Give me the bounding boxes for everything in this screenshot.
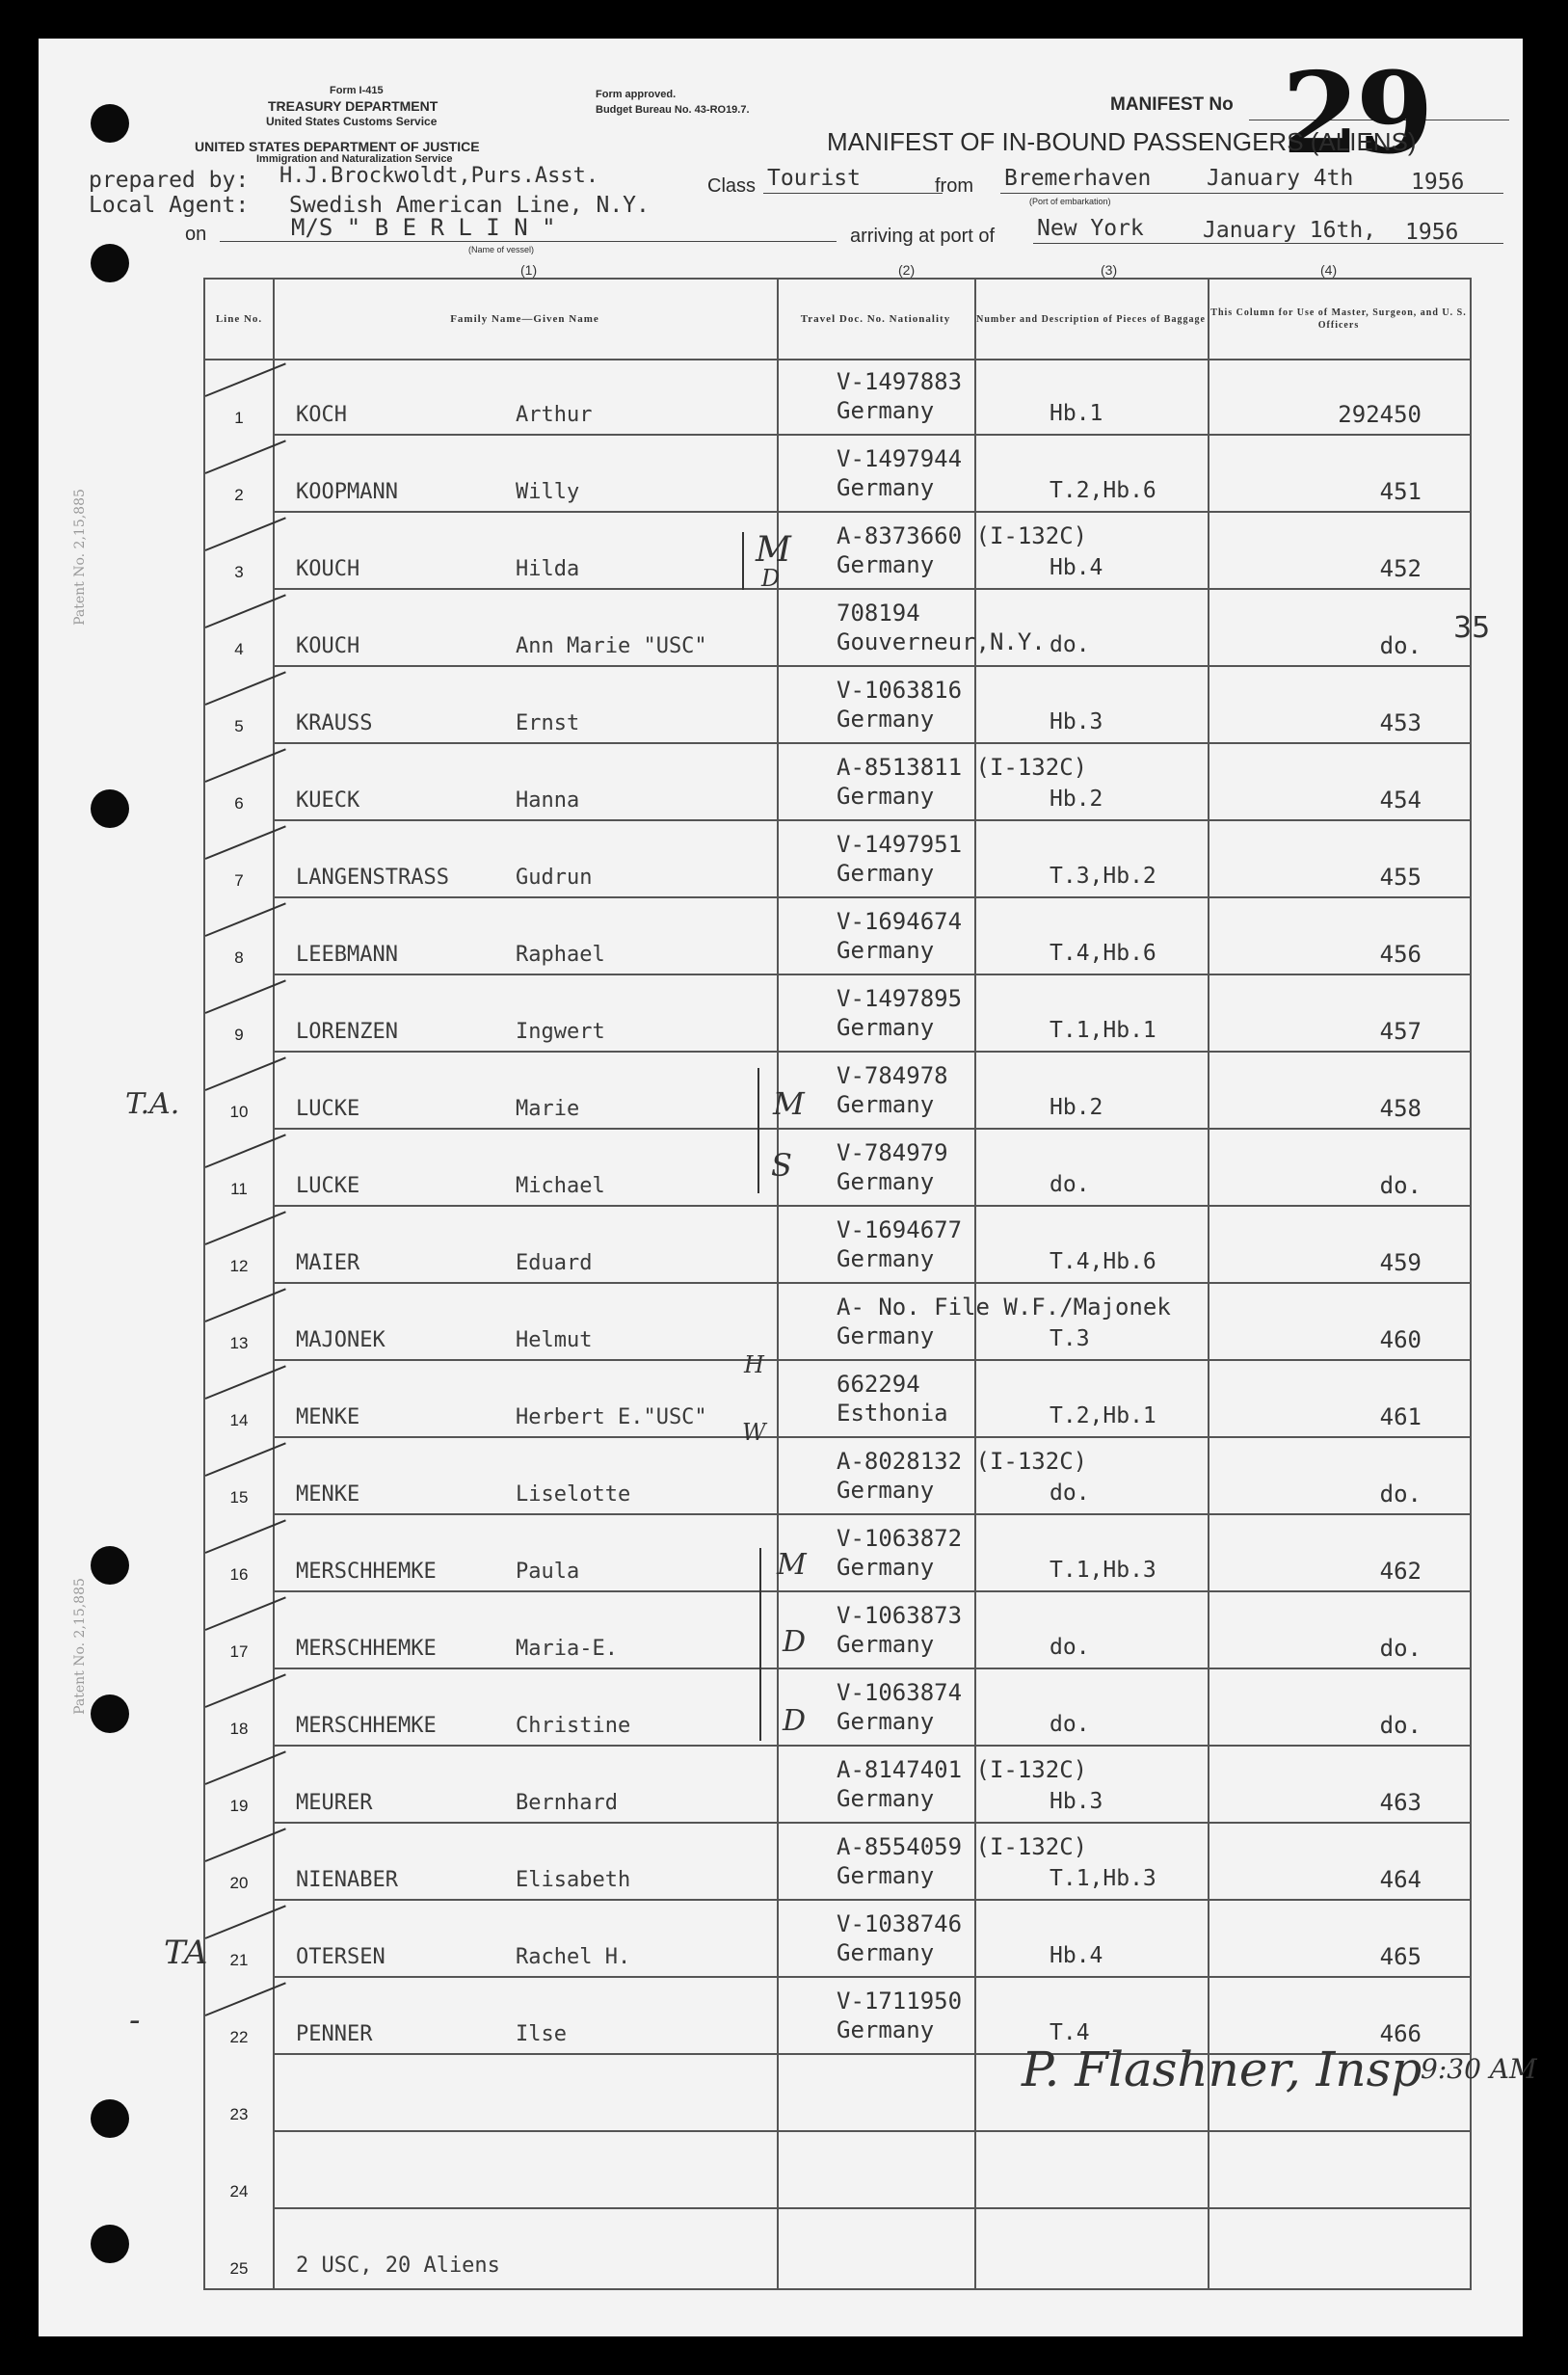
check-mark: [205, 1982, 286, 2016]
officer-number: 455: [1379, 864, 1422, 891]
nationality: Germany: [837, 860, 935, 887]
travel-doc-no: A- No. File W.F./Majonek: [837, 1294, 1171, 1321]
from-date: January 4th: [1207, 166, 1354, 191]
family-name: KOCH: [296, 403, 347, 427]
baggage: Hb.1: [1050, 401, 1103, 426]
from-label: from: [935, 175, 973, 197]
form-number: Form I-415: [330, 85, 384, 96]
budget-bureau: Budget Bureau No. 43-RO19.7.: [596, 104, 750, 116]
given-name: Arthur: [516, 403, 593, 427]
vessel-name: M/S " B E R L I N ": [291, 214, 556, 241]
nationality: Germany: [837, 1245, 935, 1272]
table-row: [205, 1515, 1470, 1592]
line-number: 24: [229, 2182, 249, 2201]
class-value: Tourist: [767, 166, 861, 191]
baggage: Hb.3: [1050, 1789, 1103, 1814]
officer-number: 462: [1379, 1558, 1422, 1585]
table-row: [205, 1747, 1470, 1824]
family-name: OTERSEN: [296, 1945, 385, 1969]
travel-doc-no: A-8554059 (I-132C): [837, 1833, 1088, 1860]
baggage: do.: [1050, 1712, 1090, 1737]
from-year: 1956: [1411, 170, 1465, 195]
patent-stamp-1: Patent No. 2,15,885: [71, 489, 88, 626]
rel-mark: S: [771, 1147, 792, 1184]
given-name: Gudrun: [516, 866, 593, 890]
family-name: MERSCHHEMKE: [296, 1560, 437, 1584]
line-number: 4: [234, 640, 244, 658]
line-number: 6: [234, 794, 244, 813]
officer-number: 464: [1379, 1866, 1422, 1893]
check-mark: [205, 1288, 286, 1322]
officer-number: do.: [1379, 632, 1422, 659]
check-mark: [205, 1134, 286, 1168]
col-num-4: (4): [1320, 262, 1338, 278]
check-mark: [205, 1828, 286, 1862]
line-number: 9: [234, 1026, 244, 1044]
arriving-date: January 16th,: [1203, 218, 1377, 243]
table-row: [205, 1130, 1470, 1207]
table-row: [205, 1438, 1470, 1515]
family-name: MENKE: [296, 1482, 360, 1507]
check-mark: [205, 517, 286, 551]
check-mark: [205, 1365, 286, 1400]
table-row: [205, 1901, 1470, 1978]
officer-number: 459: [1379, 1249, 1422, 1276]
check-mark: [205, 1596, 286, 1631]
check-mark: [205, 1442, 286, 1477]
nationality: Germany: [837, 1631, 935, 1658]
officer-number: 451: [1379, 478, 1422, 505]
baggage: Hb.2: [1050, 787, 1103, 812]
nationality: Germany: [837, 1014, 935, 1041]
local-agent-value: Swedish American Line, N.Y.: [289, 193, 650, 218]
travel-doc-no: 708194: [837, 600, 920, 627]
nationality: Germany: [837, 397, 935, 424]
given-name: Elisabeth: [516, 1868, 631, 1892]
table-row: [205, 513, 1470, 590]
header-line-no: Line No.: [215, 312, 263, 325]
patent-stamp-2: Patent No. 2,15,885: [71, 1578, 88, 1715]
given-name: Maria-E.: [516, 1637, 618, 1661]
rel-mark: M: [756, 530, 791, 570]
given-name: Raphael: [516, 943, 605, 967]
check-mark: [205, 440, 286, 474]
row4-extra-number: 35: [1453, 611, 1491, 645]
line-number: 13: [229, 1334, 249, 1352]
margin-mark-dash: -: [129, 2001, 141, 2040]
table-row: [205, 1053, 1470, 1130]
family-name: KRAUSS: [296, 711, 373, 735]
inspector-signature: P. Flashner, Insp: [1022, 2041, 1422, 2097]
line-number: 7: [234, 871, 244, 890]
given-name: Hanna: [516, 788, 580, 813]
baggage: T.3,Hb.2: [1050, 864, 1156, 889]
family-name: KUECK: [296, 788, 360, 813]
treasury-department: TREASURY DEPARTMENT: [268, 98, 439, 114]
officer-number: do.: [1379, 1481, 1422, 1508]
given-name: Paula: [516, 1560, 580, 1584]
vessel-caption: (Name of vessel): [468, 245, 535, 254]
header-officers: This Column for Use of Master, Surgeon, and U. S. Officers: [1210, 307, 1467, 331]
manifest-label: MANIFEST No: [1110, 94, 1234, 115]
travel-doc-no: A-8147401 (I-132C): [837, 1756, 1088, 1783]
rel-mark: M: [773, 1085, 805, 1122]
punch-hole: [91, 1546, 129, 1585]
baggage: T.4: [1050, 2020, 1090, 2045]
margin-mark-ta: T.A.: [125, 1087, 180, 1121]
table-row: [205, 744, 1470, 821]
manifest-page: [39, 39, 1537, 2336]
nationality: Germany: [837, 1554, 935, 1581]
nationality: Germany: [837, 1322, 935, 1349]
check-mark: [205, 825, 286, 860]
punch-hole: [91, 244, 129, 282]
punch-hole: [91, 2225, 129, 2263]
prepared-by-value: H.J.Brockwoldt,Purs.Asst.: [279, 164, 599, 188]
travel-doc-no: V-1694674: [837, 908, 963, 935]
given-name: Ilse: [516, 2022, 567, 2046]
inspection-time: 9:30 AM: [1421, 2053, 1537, 2085]
family-name: LEEBMANN: [296, 943, 398, 967]
travel-doc-no: V-1711950: [837, 1988, 963, 2015]
officer-number: do.: [1379, 1712, 1422, 1739]
officer-number: 463: [1379, 1789, 1422, 1816]
ins-service: Immigration and Naturalization Service: [256, 153, 453, 165]
manifest-number: 29: [1282, 48, 1430, 179]
arriving-port: New York: [1037, 216, 1144, 241]
table-row: [205, 2209, 1470, 2286]
header-baggage: Number and Description of Pieces of Baggage: [976, 313, 1206, 325]
line-number: 5: [234, 717, 244, 735]
nationality: Germany: [837, 551, 935, 578]
baggage: do.: [1050, 1635, 1090, 1660]
nationality: Germany: [837, 1785, 935, 1812]
nationality: Germany: [837, 1939, 935, 1966]
from-port: Bremerhaven: [1004, 166, 1152, 191]
baggage: Hb.4: [1050, 1943, 1103, 1968]
officer-number: 457: [1379, 1018, 1422, 1045]
travel-doc-no: 662294: [837, 1371, 920, 1398]
check-mark: [205, 902, 286, 937]
given-name: Michael: [516, 1174, 605, 1198]
officer-number: 458: [1379, 1095, 1422, 1122]
line-number: 16: [229, 1565, 249, 1584]
travel-doc-no: V-1063816: [837, 677, 963, 704]
family-name: MAIER: [296, 1251, 360, 1275]
given-name: Ernst: [516, 711, 580, 735]
baggage: T.1,Hb.3: [1050, 1866, 1156, 1891]
line-number: 12: [229, 1257, 249, 1275]
table-row: [205, 1284, 1470, 1361]
rel-mark: D: [783, 1625, 807, 1659]
line-number: 3: [234, 563, 244, 581]
travel-doc-no: V-784978: [837, 1062, 948, 1089]
family-name: KOUCH: [296, 634, 360, 658]
line-number: 23: [229, 2105, 249, 2123]
table-row: [205, 821, 1470, 898]
given-name: Hilda: [516, 557, 580, 581]
nationality: Germany: [837, 1168, 935, 1195]
given-name: Willy: [516, 480, 580, 504]
baggage: Hb.4: [1050, 555, 1103, 580]
local-agent-label: Local Agent:: [89, 193, 250, 218]
table-row: [205, 1207, 1470, 1284]
nationality: Esthonia: [837, 1400, 948, 1427]
arriving-label: arriving at port of: [850, 226, 996, 247]
line-number: 19: [229, 1797, 249, 1815]
baggage: T.4,Hb.6: [1050, 941, 1156, 966]
baggage: do.: [1050, 1172, 1090, 1197]
col-num-2: (2): [898, 262, 916, 278]
line-number: 2: [234, 486, 244, 504]
family-name: MEURER: [296, 1791, 373, 1815]
travel-doc-no: V-1063874: [837, 1679, 963, 1706]
family-name: LUCKE: [296, 1097, 360, 1121]
given-name: Rachel H.: [516, 1945, 631, 1969]
given-name: Helmut: [516, 1328, 593, 1352]
travel-doc-no: A-8028132 (I-132C): [837, 1448, 1088, 1475]
nationality: Gouverneur,N.Y.: [837, 628, 1046, 655]
given-name: Ann Marie "USC": [516, 634, 707, 658]
given-name: Eduard: [516, 1251, 593, 1275]
check-mark: [205, 362, 286, 397]
travel-doc-no: V-1497951: [837, 831, 963, 858]
travel-doc-no: V-784979: [837, 1139, 948, 1166]
officer-number: 461: [1379, 1403, 1422, 1430]
baggage: T.4,Hb.6: [1050, 1249, 1156, 1274]
officer-number: 466: [1379, 2020, 1422, 2047]
given-name: Marie: [516, 1097, 580, 1121]
passenger-table: [203, 278, 1472, 2290]
travel-doc-no: V-1497895: [837, 985, 963, 1012]
check-mark: [205, 671, 286, 706]
line-number: 1: [234, 409, 244, 427]
line-number: 22: [229, 2028, 249, 2046]
officer-number: 465: [1379, 1943, 1422, 1970]
nationality: Germany: [837, 1708, 935, 1735]
officer-number: 460: [1379, 1326, 1422, 1353]
nationality: Germany: [837, 1477, 935, 1504]
baggage: T.2,Hb.6: [1050, 478, 1156, 503]
table-row: [205, 975, 1470, 1053]
margin-mark-ta2: TA: [164, 1934, 208, 1972]
prepared-by-label: prepared by:: [89, 168, 250, 193]
rel-mark: M: [777, 1548, 807, 1582]
line-number: 18: [229, 1720, 249, 1738]
rel-mark: D: [783, 1704, 807, 1738]
rel-mark: H: [744, 1351, 764, 1378]
officer-number: 454: [1379, 787, 1422, 814]
line-number: 14: [229, 1411, 249, 1429]
line-number: 8: [234, 948, 244, 967]
baggage: T.1,Hb.1: [1050, 1018, 1156, 1043]
table-row: [205, 590, 1470, 667]
family-name: LORENZEN: [296, 1020, 398, 1044]
baggage: T.3: [1050, 1326, 1090, 1351]
travel-doc-no: V-1694677: [837, 1216, 963, 1243]
check-mark: [205, 594, 286, 628]
family-name: MENKE: [296, 1405, 360, 1429]
travel-doc-no: A-8373660 (I-132C): [837, 522, 1088, 549]
justice-department: UNITED STATES DEPARTMENT OF JUSTICE: [195, 139, 480, 154]
officer-number: do.: [1379, 1172, 1422, 1199]
check-mark: [205, 1056, 286, 1091]
nationality: Germany: [837, 1862, 935, 1889]
officer-number: 456: [1379, 941, 1422, 968]
punch-hole: [91, 1695, 129, 1733]
baggage: do.: [1050, 632, 1090, 657]
table-row: [205, 436, 1470, 513]
family-name: LUCKE: [296, 1174, 360, 1198]
col-num-1: (1): [520, 262, 538, 278]
given-name: Herbert E."USC": [516, 1405, 707, 1429]
line-number: 15: [229, 1488, 249, 1507]
on-label: on: [185, 224, 207, 245]
baggage: T.2,Hb.1: [1050, 1403, 1156, 1428]
given-name: Liselotte: [516, 1482, 631, 1507]
rel-mark: D: [761, 565, 781, 592]
family-name: MERSCHHEMKE: [296, 1637, 437, 1661]
manifest-title: MANIFEST OF IN-BOUND PASSENGERS (ALIENS): [827, 127, 1417, 156]
travel-doc-no: V-1497883: [837, 368, 963, 395]
check-mark: [205, 1211, 286, 1245]
punch-hole: [91, 2099, 129, 2138]
officer-number: 292450: [1338, 401, 1422, 428]
rel-mark: W: [742, 1419, 766, 1446]
col-num-3: (3): [1101, 262, 1118, 278]
travel-doc-no: V-1038746: [837, 1910, 963, 1937]
family-name: NIENABER: [296, 1868, 398, 1892]
line-number: 25: [229, 2259, 249, 2278]
port-caption: (Port of embarkation): [1029, 197, 1111, 206]
nationality: Germany: [837, 2016, 935, 2043]
line-number: 10: [229, 1103, 249, 1121]
baggage: Hb.3: [1050, 709, 1103, 734]
line-number: 11: [230, 1180, 248, 1198]
check-mark: [205, 748, 286, 783]
table-row: [205, 2132, 1470, 2209]
travel-doc-no: A-8513811 (I-132C): [837, 754, 1088, 781]
baggage: do.: [1050, 1481, 1090, 1506]
customs-service: United States Customs Service: [266, 115, 438, 128]
officer-number: 453: [1379, 709, 1422, 736]
table-row: [205, 1592, 1470, 1669]
family-name: MERSCHHEMKE: [296, 1714, 437, 1738]
officer-number: do.: [1379, 1635, 1422, 1662]
table-row: [205, 1361, 1470, 1438]
travel-doc-no: V-1063873: [837, 1602, 963, 1629]
line-number: 20: [229, 1874, 249, 1892]
given-name: Christine: [516, 1714, 631, 1738]
table-row: [205, 1824, 1470, 1901]
table-row: [205, 359, 1470, 436]
family-name: 2 USC, 20 Aliens: [296, 2254, 500, 2278]
line-number: 21: [229, 1951, 249, 1969]
arriving-year: 1956: [1405, 220, 1459, 245]
check-mark: [205, 1519, 286, 1554]
table-row: [205, 898, 1470, 975]
nationality: Germany: [837, 1091, 935, 1118]
family-name: LANGENSTRASS: [296, 866, 449, 890]
header-name: Family Name—Given Name: [450, 312, 599, 325]
given-name: Bernhard: [516, 1791, 618, 1815]
class-label: Class: [707, 175, 757, 197]
nationality: Germany: [837, 783, 935, 810]
travel-doc-no: V-1497944: [837, 445, 963, 472]
officer-number: 452: [1379, 555, 1422, 582]
given-name: Ingwert: [516, 1020, 605, 1044]
nationality: Germany: [837, 706, 935, 733]
header-travel-doc: Travel Doc. No. Nationality: [800, 312, 951, 325]
family-name: KOOPMANN: [296, 480, 398, 504]
baggage: Hb.2: [1050, 1095, 1103, 1120]
check-mark: [205, 1750, 286, 1785]
family-name: KOUCH: [296, 557, 360, 581]
check-mark: [205, 1905, 286, 1939]
family-name: PENNER: [296, 2022, 373, 2046]
punch-hole: [91, 104, 129, 143]
line-number: 17: [229, 1642, 249, 1661]
table-row: [205, 667, 1470, 744]
table-row: [205, 1669, 1470, 1747]
form-approved: Form approved.: [596, 89, 677, 100]
punch-hole: [91, 789, 129, 828]
family-name: MAJONEK: [296, 1328, 385, 1352]
nationality: Germany: [837, 937, 935, 964]
check-mark: [205, 1673, 286, 1708]
nationality: Germany: [837, 474, 935, 501]
travel-doc-no: V-1063872: [837, 1525, 963, 1552]
check-mark: [205, 979, 286, 1014]
baggage: T.1,Hb.3: [1050, 1558, 1156, 1583]
